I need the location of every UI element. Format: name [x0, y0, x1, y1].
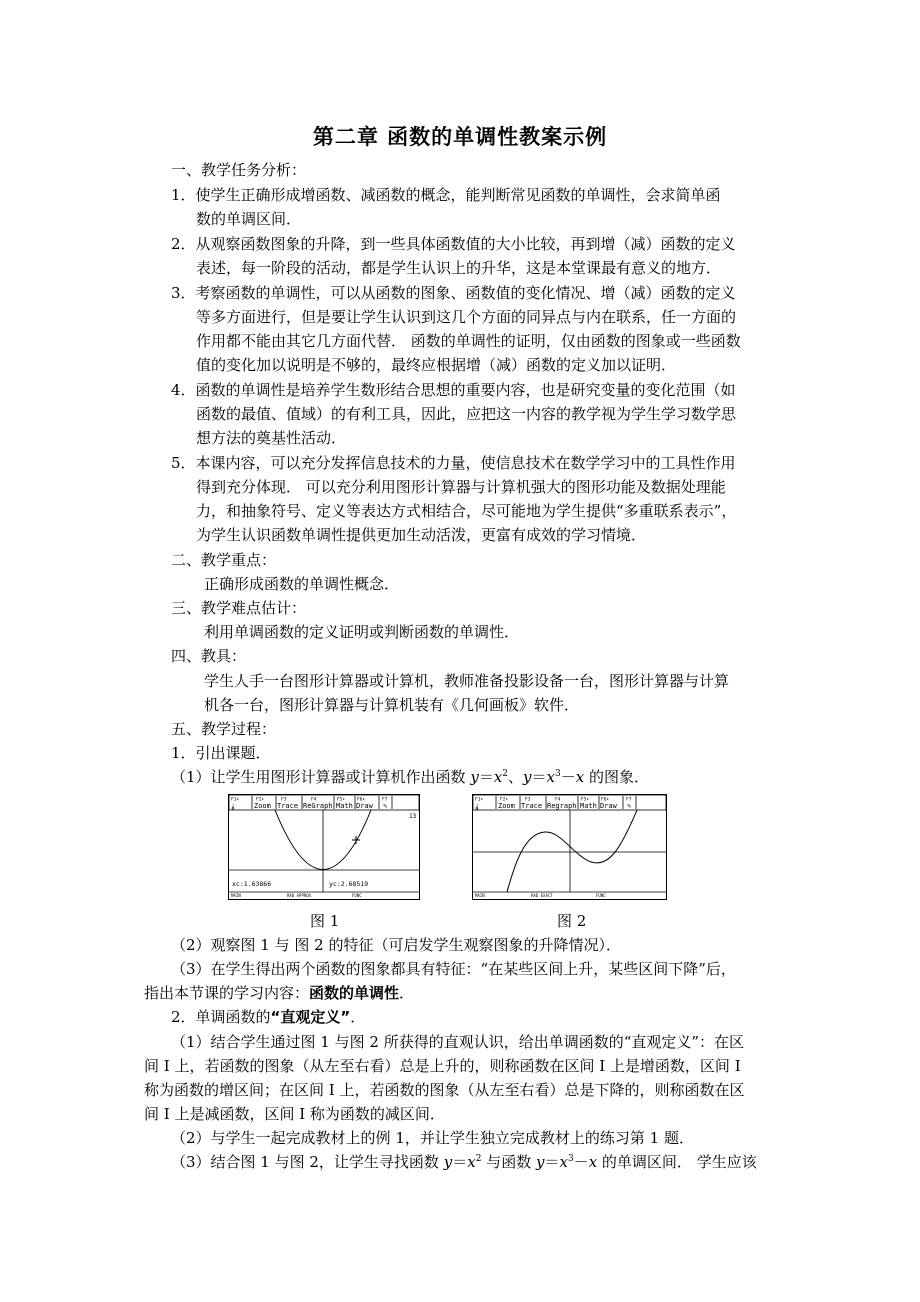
item-5-line-4: 为学生认识函数单调性提供更加生动活泼，更富有成效的学习情境． [196, 526, 647, 544]
step-1-heading: 1．引出课题． [171, 744, 271, 762]
fig2-menu-f3: F3 [525, 797, 531, 803]
fig1-menu-f6: F6▾ [357, 797, 366, 803]
fig1-status-mode: RAD APPROX [287, 893, 312, 898]
step-2-definition-line-2: 间 I 上，若函数的图象（从左至右看）总是上升的，则称函数在区间 I 上是增函数，区间 I [144, 1057, 741, 1075]
figure-1-caption: 图 1 [310, 912, 340, 930]
fig1-status-func: FUNC [352, 893, 362, 898]
item-2-line-1: 2．从观察函数图象的升降，到一些具体函数值的大小比较，再到增（减）函数的定义 [171, 235, 736, 253]
item-5-line-1: 5．本课内容，可以充分发挥信息技术的力量，使信息技术在数学学习中的工具性作用 [171, 454, 736, 472]
item-4-line-1: 4．函数的单调性是培养学生数形结合思想的重要内容，也是研究变量的变化范围（如 [171, 381, 736, 399]
fig2-menu-pen: ✎ [627, 802, 632, 810]
fig2-menu-f5: F5▾ [581, 797, 590, 803]
item-3-line-1: 3．考察函数的单调性，可以从函数的图象、函数值的变化情况、增（减）函数的定义 [171, 284, 736, 302]
fig2-menu-f4: F4 [555, 797, 561, 803]
section-3-heading: 三、教学难点估计： [171, 599, 307, 617]
step-2-definition-line-1: （1）结合学生通过图 1 与图 2 所获得的直观认识，给出单调函数的“直观定义”：在区 [171, 1033, 745, 1051]
fig1-menu-f7: F7 [382, 797, 388, 803]
fig1-menu-math: Math [336, 802, 353, 810]
fig1-menu-f3: F3 [281, 797, 287, 803]
fig1-menu-trace: Trace [277, 802, 299, 810]
step-1-conclusion-line-1: （3）在学生得出两个函数的图象都具有特征：“在某些区间上升，某些区间下降”后， [171, 960, 736, 978]
fig2-menu-math: Math [580, 802, 597, 810]
fig2-status-main: MAIN [475, 893, 485, 898]
fig2-cubic-curve [507, 810, 637, 892]
fig1-menu-f4: F4 [311, 797, 317, 803]
fig1-readout-x: xc:1.63866 [232, 880, 272, 888]
step-2-intervals: （3）结合图 1 与图 2，让学生寻找函数 $y=x^2$ 与函数 $y=x^3-x$ 的单调区间． 学生应该 [171, 1153, 757, 1171]
item-4-line-2: 函数的最值、值域）的有利工具，因此，应把这一内容的教学视为学生学习数学思 [196, 405, 737, 423]
item-5-line-3: 力，和抽象符号、定义等表达方式相结合，尽可能地为学生提供“多重联系表示”， [196, 502, 737, 520]
item-5-line-2: 得到充分体现． 可以充分利用图形计算器与计算机强大的图形功能及数据处理能 [196, 478, 726, 496]
step-2-definition-line-4: 间 I 上是减函数，区间 I 称为函数的减区间． [144, 1105, 445, 1123]
fig1-corner-number: 13 [409, 813, 417, 820]
section-4-body-line-2: 机各一台，图形计算器与计算机装有《几何画板》软件． [204, 696, 580, 714]
fig1-menu-zoom: Zoom [254, 802, 271, 810]
fig2-status-mode: RAD EXACT [531, 893, 553, 898]
fig1-menu-draw: Draw [356, 802, 373, 810]
fig1-menu-f2: F2▾ [256, 797, 265, 803]
step-2-example: （2）与学生一起完成教材上的例 1，并让学生独立完成教材上的练习第 1 题． [171, 1129, 694, 1147]
section-2-heading: 二、教学重点： [171, 551, 277, 569]
fig1-status-main: MAIN [231, 893, 241, 898]
step-1-conclusion-line-2: 指出本节课的学习内容：函数的单调性． [144, 984, 415, 1002]
section-3-body: 利用单调函数的定义证明或判断函数的单调性． [204, 623, 520, 641]
page-title: 第二章 函数的单调性教案示例 [312, 125, 608, 149]
figure-2-graph [473, 795, 666, 899]
fig2-menu-draw: Draw [600, 802, 617, 810]
section-5-heading: 五、教学过程： [171, 720, 277, 738]
fig2-menu-f6: F6▾ [601, 797, 610, 803]
fig2-menu-f7: F7 [626, 797, 632, 803]
fig2-menu-f1: F1▾ [475, 797, 484, 803]
item-4-line-3: 想方法的奠基性活动． [196, 429, 347, 447]
fig1-readout-y: yc:2.68519 [329, 880, 369, 888]
fig1-menu-f1: F1▾ [231, 797, 240, 803]
item-3-line-3: 作用都不能由其它几方面代替． 函数的单调性的证明，仅由函数的图象或一些函数 [196, 332, 741, 350]
fig2-menu-regraph: Regraph [547, 802, 577, 810]
item-3-line-2: 等多方面进行，但是要让学生认识到这几个方面的同异点与内在联系，任一方面的 [196, 308, 737, 326]
step-1-instruction: （1）让学生用图形计算器或计算机作出函数 $y=x^2$、$y=x^3-x$ 的图象． [171, 768, 650, 786]
fig2-status-func: FUNC [596, 893, 606, 898]
item-1-line-2: 数的单调区间． [196, 210, 302, 228]
section-4-body-line-1: 学生人手一台图形计算器或计算机，教师准备投影设备一台，图形计算器与计算 [204, 672, 730, 690]
fig1-menu-pen: ✎ [383, 802, 388, 810]
figure-1-graph [229, 795, 419, 899]
section-4-heading: 四、教具： [171, 647, 247, 665]
fig2-menu-trace: Trace [521, 802, 543, 810]
figure-2-calculator-screen [472, 794, 667, 900]
fig1-menu-tools: ⸘ [231, 802, 236, 810]
fig1-menu-regraph: ReGraph [303, 802, 333, 810]
step-2-heading: 2．单调函数的“直观定义”． [171, 1008, 366, 1026]
fig2-menu-zoom: Zoom [498, 802, 515, 810]
step-2-definition-line-3: 称为函数的增区间；在区间 I 上，若函数的图象（从左至右看）总是下降的，则称函数在区 [144, 1081, 745, 1099]
item-1-line-1: 1．使学生正确形成增函数、减函数的概念，能判断常见函数的单调性，会求简单函 [171, 186, 721, 204]
fig1-menu-f5: F5▾ [337, 797, 346, 803]
figure-1-calculator-screen [228, 794, 420, 900]
step-1-observe: （2）观察图 1 与 图 2 的特征（可启发学生观察图象的升降情况）． [171, 936, 621, 954]
item-3-line-4: 值的变化加以说明是不够的，最终应根据增（减）函数的定义加以证明． [196, 356, 677, 374]
section-2-body: 正确形成函数的单调性概念． [204, 575, 400, 593]
figure-2-caption: 图 2 [557, 912, 587, 930]
fig2-menu-tools: ⸘ [475, 802, 480, 810]
section-1-heading: 一、教学任务分析： [171, 161, 307, 179]
item-2-line-2: 表述，每一阶段的活动，都是学生认识上的升华，这是本堂课最有意义的地方． [196, 259, 722, 277]
fig2-menu-f2: F2▾ [500, 797, 509, 803]
